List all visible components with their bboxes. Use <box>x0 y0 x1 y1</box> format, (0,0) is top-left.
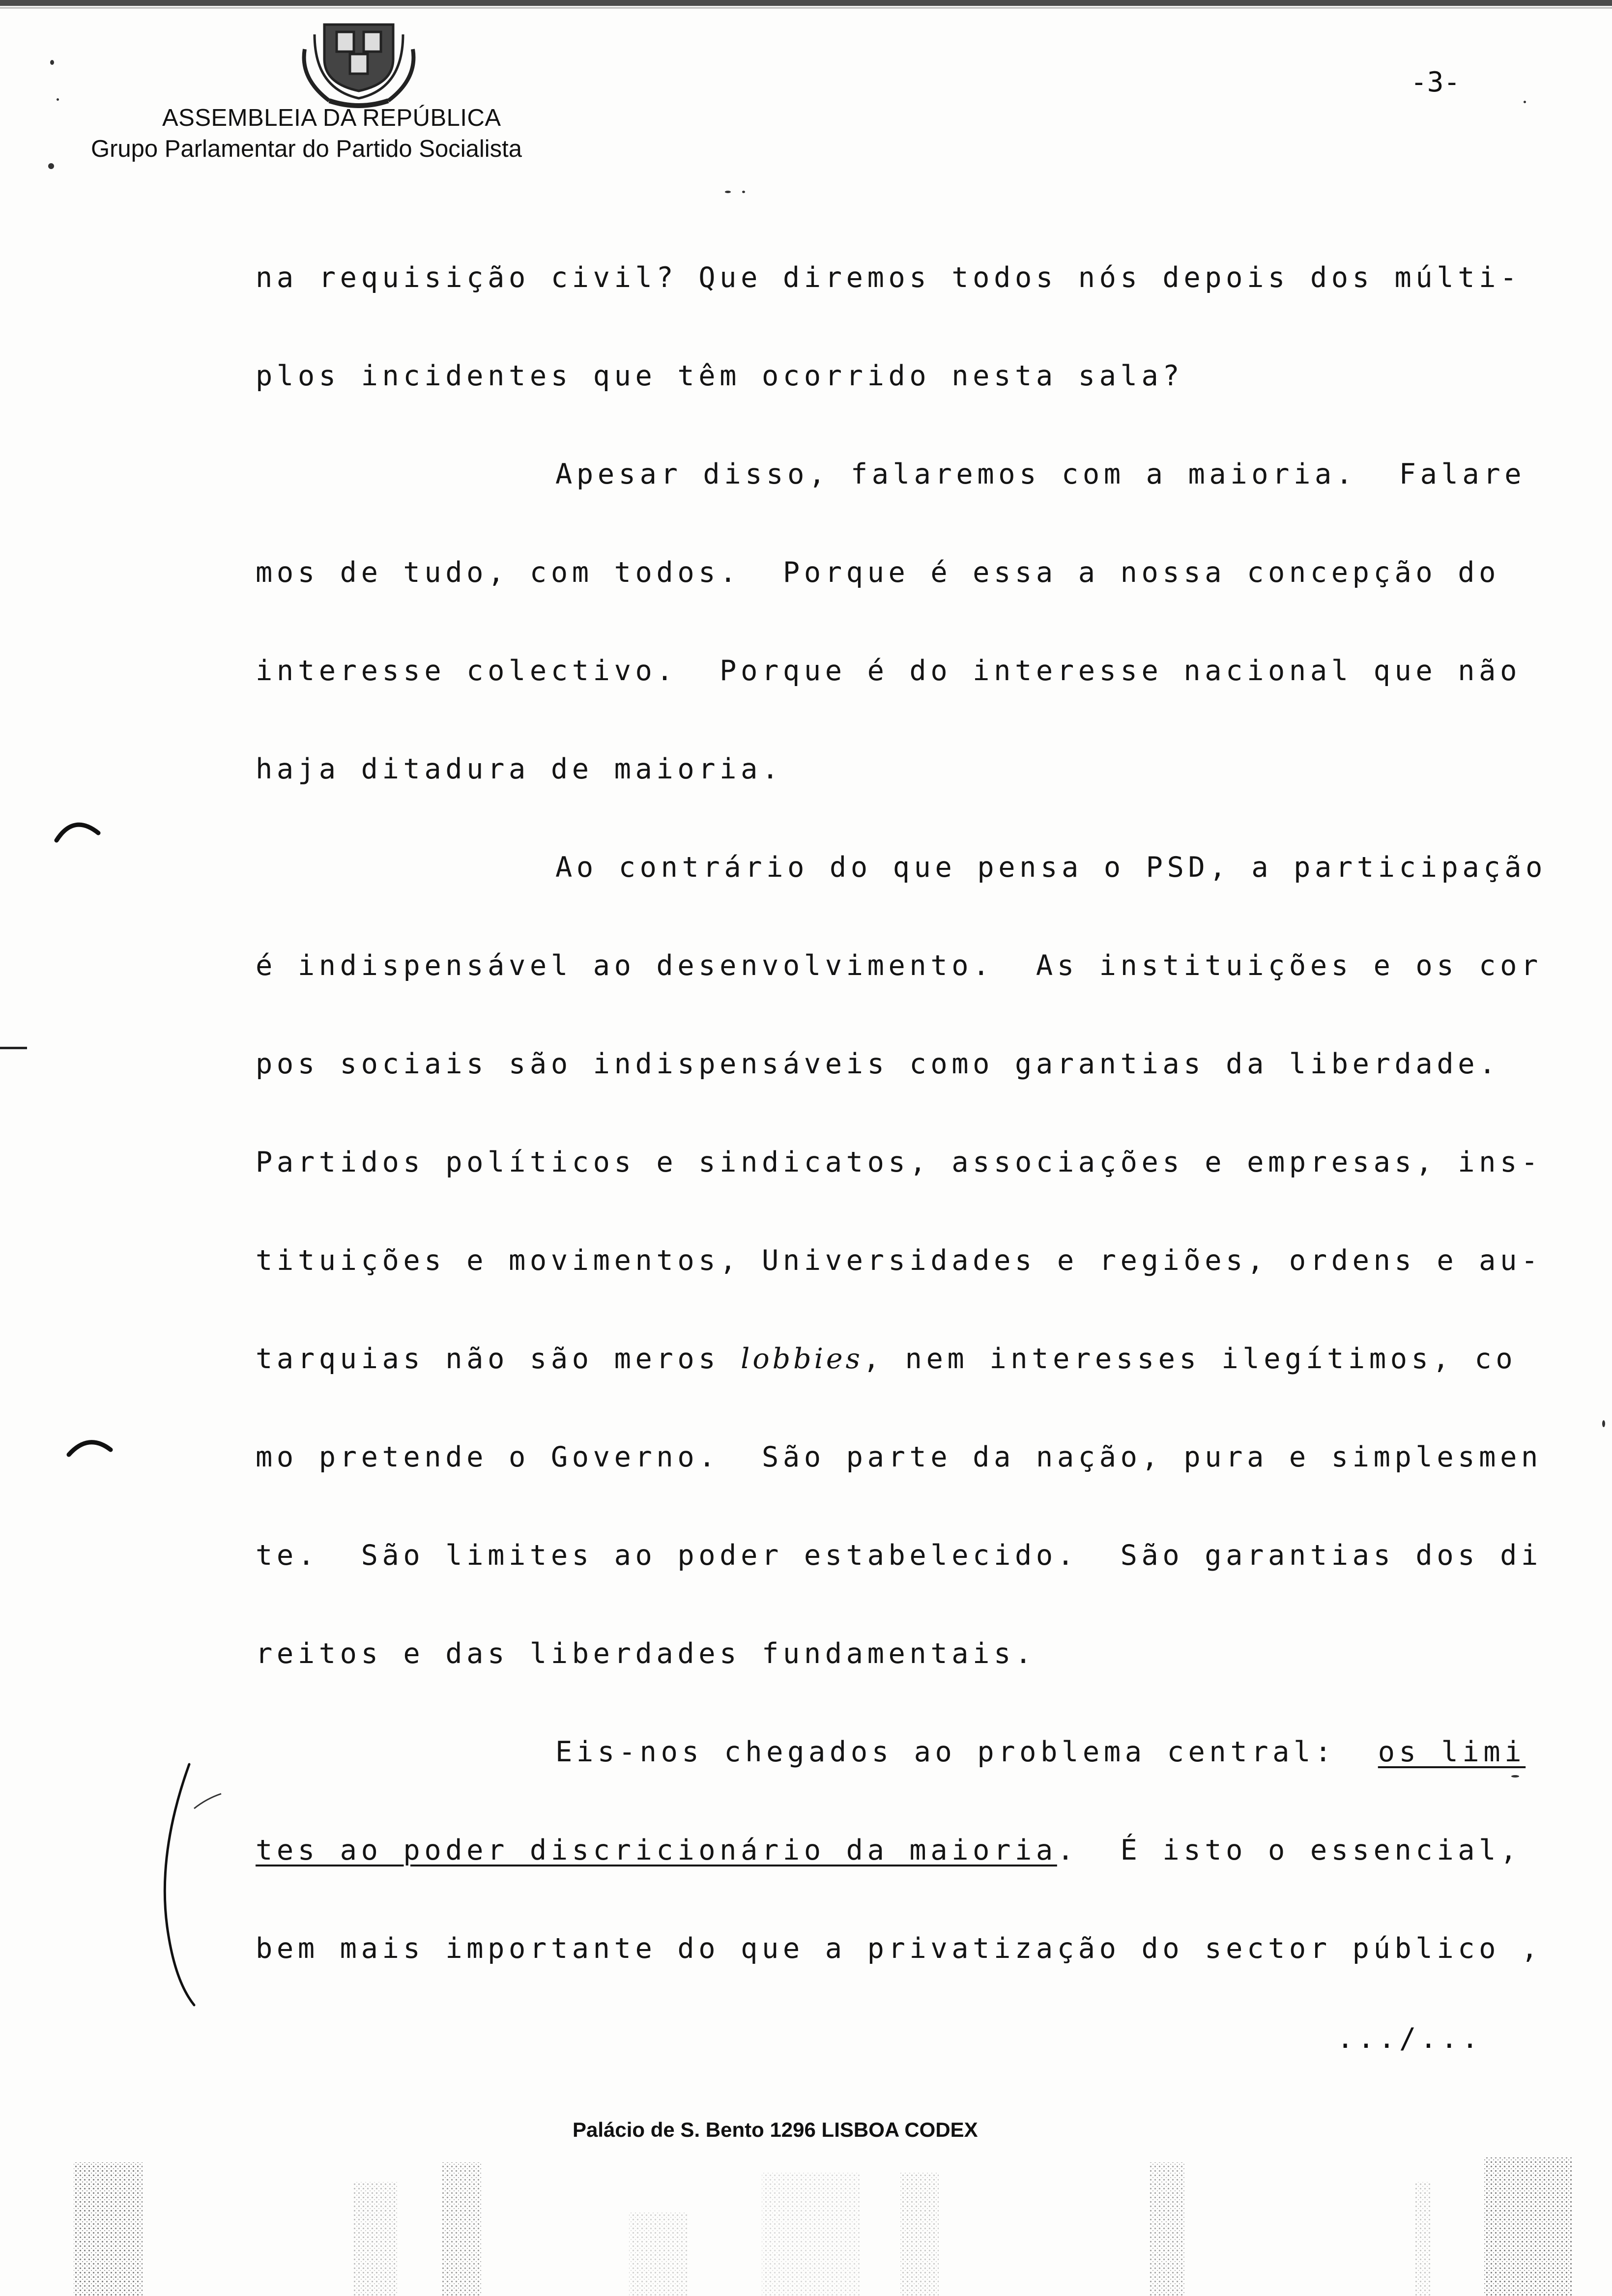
parliamentary-group-name: Grupo Parlamentar do Partido Socialista <box>91 136 522 162</box>
scan-speck <box>1602 1420 1605 1427</box>
scan-speck <box>725 191 731 193</box>
text-line: interesse colectivo. Porque é do interesse nacional que não <box>256 655 1522 687</box>
text-line: plos incidentes que têm ocorrido nesta sala? <box>256 360 1184 392</box>
top-scan-border <box>0 0 1612 6</box>
text-line: mos de tudo, com todos. Porque é essa a nossa concepção do <box>256 556 1500 589</box>
text-line: haja ditadura de maioria. <box>256 753 783 785</box>
paragraph-start-line: Apesar disso, falaremos com a maioria. Falare <box>555 458 1526 490</box>
scan-speck <box>57 98 59 101</box>
coat-of-arms-emblem-icon <box>295 5 423 108</box>
text-line: te. São limites ao poder estabelecido. São garantias dos di <box>256 1539 1542 1572</box>
paragraph-start-line: Ao contrário do que pensa o PSD, a participação <box>555 851 1547 884</box>
continuation-marker: .../... <box>1337 2022 1483 2055</box>
footer-address: Palácio de S. Bento 1296 LISBOA CODEX <box>573 2118 978 2141</box>
margin-arc-mark-icon <box>61 1425 120 1469</box>
text-line: reitos e das liberdades fundamentais. <box>256 1637 1036 1670</box>
institution-name: ASSEMBLEIA DA REPÚBLICA <box>162 105 501 131</box>
line-text-before-italic: tarquias não são meros <box>256 1343 741 1375</box>
text-line: é indispensável ao desenvolvimento. As instituições e os cor <box>256 949 1542 982</box>
margin-bracket-mark-icon <box>147 1750 231 2015</box>
text-line-with-italic <box>256 1339 1517 1378</box>
scan-speck <box>48 163 54 169</box>
scan-noise-strip <box>0 2152 1612 2296</box>
italic-word-lobbies: lobbies <box>741 1343 863 1375</box>
scan-speck <box>742 191 745 193</box>
margin-dash-mark <box>0 1047 27 1049</box>
scan-speck <box>1511 1775 1519 1778</box>
text-line: Partidos políticos e sindicatos, associações e empresas, ins- <box>256 1146 1542 1178</box>
text-line: pos sociais são indispensáveis como garantias da liberdade. <box>256 1048 1500 1080</box>
paragraph-start-line <box>256 1732 1526 1772</box>
text-line: bem mais importante do que a privatização do sector público , <box>256 1932 1542 1965</box>
underlined-text: os limi <box>1378 1736 1526 1768</box>
line-text: Eis-nos chegados ao problema central: <box>555 1736 1378 1768</box>
text-line-underlined <box>256 1831 1521 1870</box>
underlined-text: tes ao poder discricionário da maioria <box>256 1834 1057 1866</box>
line-text: . É isto o essencial, <box>1057 1834 1522 1866</box>
scan-speck <box>1524 101 1526 103</box>
top-scan-border-shadow <box>0 7 1612 9</box>
line-text-after-italic: , nem interesses ilegítimos, co <box>863 1343 1517 1375</box>
text-line: na requisição civil? Que diremos todos nós depois dos múlti- <box>256 261 1522 294</box>
margin-arc-mark-icon <box>47 806 106 850</box>
text-line: mo pretende o Governo. São parte da nação, pura e simplesmen <box>256 1441 1542 1473</box>
scan-speck <box>50 60 54 65</box>
text-line: tituições e movimentos, Universidades e regiões, ordens e au- <box>256 1244 1542 1277</box>
page-number: -3- <box>1410 66 1461 98</box>
